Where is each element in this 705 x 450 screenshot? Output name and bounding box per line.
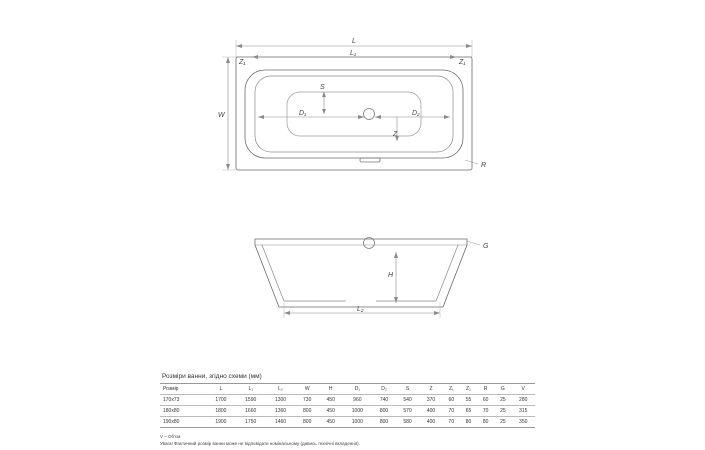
- col-header: L₁: [236, 384, 266, 395]
- cell: 1660: [236, 406, 266, 417]
- cell: 315: [511, 406, 535, 417]
- cell: 25: [494, 395, 511, 406]
- label-Z1-left: Z₁: [239, 59, 246, 66]
- tub-bottom-outline: [287, 92, 421, 136]
- cell: 1590: [236, 395, 266, 406]
- cell: 400: [419, 406, 443, 417]
- cell: 580: [396, 417, 420, 428]
- label-W: W: [218, 112, 225, 119]
- col-header: Z₂: [460, 384, 477, 395]
- cell: 280: [511, 395, 535, 406]
- dimensions-table: [160, 383, 535, 428]
- notes-block: [160, 434, 360, 448]
- label-Z1-right: Z₁: [459, 59, 466, 66]
- cell: 450: [319, 395, 343, 406]
- cell: 70: [443, 406, 460, 417]
- label-D1: D₁: [299, 110, 307, 117]
- note-warning: Увага! Фактичний розмір ванни може не відповідати номінальному (дивись технічні вкладення).: [160, 440, 360, 446]
- cell: 1300: [266, 395, 296, 406]
- cell: 400: [419, 417, 443, 428]
- label-S: S: [320, 84, 325, 91]
- table-title: Розміри ванни, згідно схеми (мм): [162, 373, 262, 380]
- cell-size: 190x80: [160, 417, 206, 428]
- label-G: G: [483, 243, 489, 250]
- table-header-row: [160, 384, 535, 395]
- cell: 1460: [266, 417, 296, 428]
- cell: 800: [295, 417, 319, 428]
- cell: 800: [372, 406, 396, 417]
- cell-size: 170x73: [160, 395, 206, 406]
- col-header: D₂: [372, 384, 396, 395]
- cell: 740: [372, 395, 396, 406]
- col-header: R: [477, 384, 494, 395]
- label-Z: Z: [393, 131, 398, 138]
- col-header: Z₁: [443, 384, 460, 395]
- col-header: W: [295, 384, 319, 395]
- tub-inner-bowl: [255, 76, 453, 152]
- label-D2: D₂: [412, 110, 420, 117]
- col-header: Розмір: [160, 384, 206, 395]
- cell: 70: [477, 406, 494, 417]
- label-R: R: [481, 162, 487, 169]
- note-volume: V – Об'єм: [160, 434, 181, 439]
- dimensions-table-block: [160, 373, 540, 428]
- cell-size: 180x80: [160, 406, 206, 417]
- cell: 1000: [342, 406, 372, 417]
- table-row: [160, 406, 535, 417]
- cell: 60: [477, 395, 494, 406]
- tub-inner-rim: [245, 70, 463, 158]
- label-L2: L₂: [357, 306, 364, 313]
- cell: 800: [372, 417, 396, 428]
- overflow-slot: [360, 158, 380, 162]
- col-header: Z: [419, 384, 443, 395]
- cell: 25: [494, 406, 511, 417]
- cell: 65: [460, 406, 477, 417]
- cell: 80: [477, 417, 494, 428]
- cell: 1700: [206, 395, 236, 406]
- cell: 370: [419, 395, 443, 406]
- cell: 450: [319, 417, 343, 428]
- tub-outline-top: [236, 57, 472, 170]
- col-header: L: [206, 384, 236, 395]
- cell: 70: [443, 417, 460, 428]
- cell: 1750: [236, 417, 266, 428]
- cell: 1360: [266, 406, 296, 417]
- col-header: D₁: [342, 384, 372, 395]
- drain-icon: [364, 109, 375, 120]
- label-L: L: [352, 38, 356, 45]
- cell: 25: [494, 417, 511, 428]
- col-header: V: [511, 384, 535, 395]
- cell: 80: [460, 417, 477, 428]
- cell: 1000: [342, 417, 372, 428]
- tub-outline-front: [255, 239, 467, 307]
- cell: 540: [396, 395, 420, 406]
- col-header: H: [319, 384, 343, 395]
- cell: 570: [396, 406, 420, 417]
- table-row: [160, 417, 535, 428]
- cell: 960: [342, 395, 372, 406]
- col-header: G: [494, 384, 511, 395]
- col-header: S: [396, 384, 420, 395]
- label-H: H: [388, 272, 394, 279]
- cell: 55: [460, 395, 477, 406]
- cell: 450: [319, 406, 343, 417]
- cell: 60: [443, 395, 460, 406]
- col-header: L₂: [266, 384, 296, 395]
- cell: 730: [295, 395, 319, 406]
- table-row: [160, 395, 535, 406]
- tub-inner-front: [262, 245, 458, 301]
- cell: 350: [511, 417, 535, 428]
- label-L1: L₁: [350, 50, 357, 57]
- cell: 800: [295, 406, 319, 417]
- cell: 1800: [206, 406, 236, 417]
- cell: 1900: [206, 417, 236, 428]
